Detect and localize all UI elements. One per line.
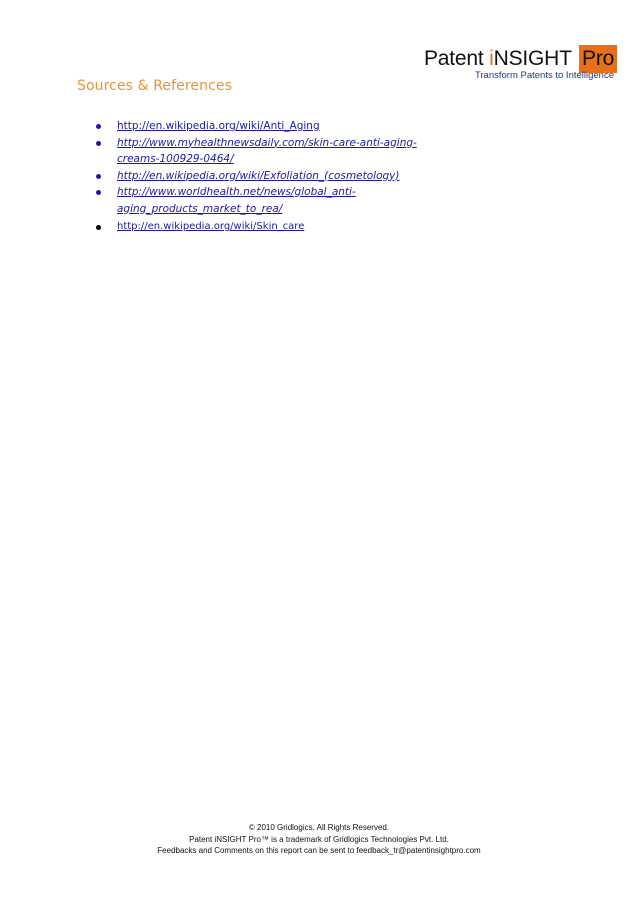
brand-logo bbox=[424, 45, 614, 85]
reference-list bbox=[96, 118, 456, 236]
bullet-icon bbox=[96, 174, 101, 179]
bullet-icon bbox=[96, 190, 101, 195]
logo-text-nsight: NSIGHT bbox=[493, 47, 578, 70]
footer-trademark: Patent iNSIGHT Pro™ is a trademark of Gridlogics Technologies Pvt. Ltd. bbox=[189, 834, 449, 844]
list-item bbox=[96, 118, 456, 135]
bullet-icon bbox=[96, 225, 101, 230]
page-footer bbox=[0, 822, 638, 857]
reference-link[interactable]: http://www.worldhealth.net/news/global_anti-aging_products_market_to_rea/ bbox=[117, 186, 356, 215]
reference-link[interactable]: http://en.wikipedia.org/wiki/Anti_Aging bbox=[117, 120, 320, 132]
logo-text-pro: Pro bbox=[579, 45, 617, 73]
reference-link[interactable]: http://en.wikipedia.org/wiki/Skin_care bbox=[117, 221, 305, 232]
section-heading: Sources & References bbox=[77, 78, 232, 94]
bullet-icon bbox=[96, 124, 101, 129]
logo-text-patent: Patent bbox=[424, 47, 490, 70]
logo-wordmark bbox=[424, 45, 617, 73]
logo-text-i: i bbox=[489, 47, 494, 70]
footer-copyright: © 2010 Gridlogics. All Rights Reserved. bbox=[248, 823, 390, 832]
reference-link[interactable]: http://en.wikipedia.org/wiki/Exfoliation_(cosmetology) bbox=[117, 169, 400, 182]
footer-feedback: Feedbacks and Comments on this report can be sent to feedback_tr@patentinsightpro.com bbox=[157, 846, 481, 855]
bullet-icon bbox=[96, 141, 101, 146]
list-item bbox=[96, 184, 456, 217]
list-item bbox=[96, 219, 456, 236]
reference-link[interactable]: http://www.myhealthnewsdaily.com/skin-care-anti-aging-creams-100929-0464/ bbox=[117, 136, 417, 165]
list-item bbox=[96, 168, 456, 185]
logo-tagline: Transform Patents to Intelligence bbox=[474, 70, 614, 81]
list-item bbox=[96, 135, 456, 168]
